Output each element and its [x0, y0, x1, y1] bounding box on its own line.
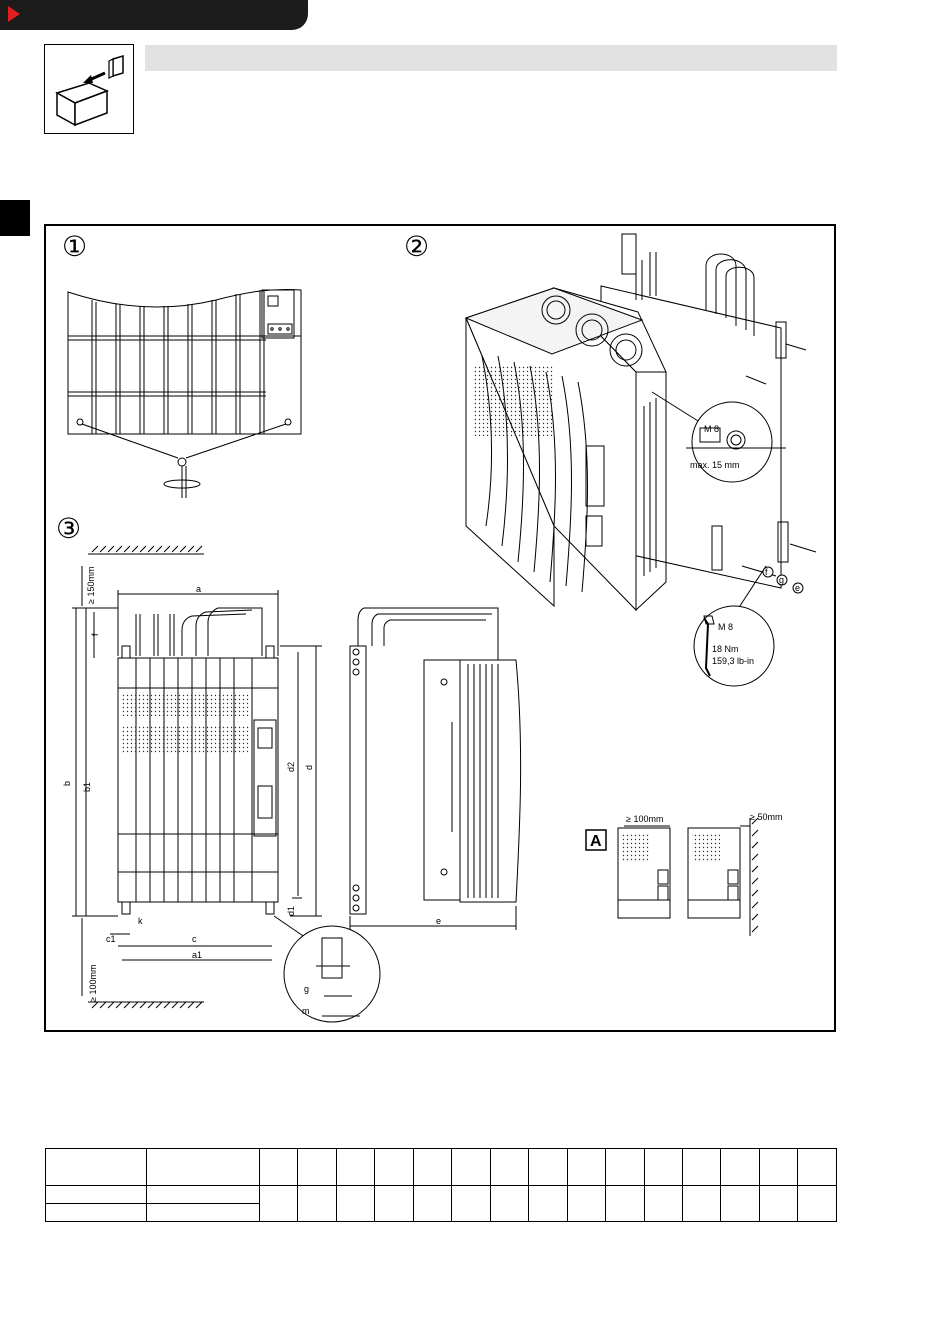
dim-k-label: k [138, 916, 143, 926]
dim-c-label: c [192, 934, 197, 944]
chapter-tab [0, 200, 30, 236]
dim-f-label: f [90, 633, 100, 636]
table-cell [46, 1149, 147, 1186]
m8-label-top: M 8 [704, 424, 720, 434]
table-cell [147, 1149, 260, 1186]
table-cell [644, 1149, 682, 1186]
table-cell [606, 1149, 644, 1186]
table-cell [452, 1186, 490, 1222]
torque-nm-label: 18 Nm [712, 644, 739, 654]
table-cell [260, 1186, 298, 1222]
dimension-table [45, 1148, 837, 1222]
clear-top-label: ≥ 150mm [86, 566, 96, 604]
table-cell [759, 1149, 797, 1186]
mounting-box-icon [44, 44, 134, 134]
section-title-bar [145, 45, 837, 71]
table-cell [798, 1186, 837, 1222]
table-cell [375, 1149, 413, 1186]
table-cell [529, 1149, 567, 1186]
dim-b1-label: b1 [82, 781, 92, 792]
table-cell [147, 1204, 260, 1222]
table-cell [375, 1186, 413, 1222]
header-band [0, 0, 308, 30]
dim-a-label: a [196, 584, 202, 594]
m8-label-bottom: M 8 [718, 622, 734, 632]
table-cell [721, 1149, 759, 1186]
table-cell [336, 1149, 374, 1186]
detail-a-label: A [590, 833, 602, 850]
table-cell [721, 1186, 759, 1222]
drawing-2 [466, 234, 816, 686]
dim-e-label: e [436, 916, 442, 926]
drawing-3 [72, 546, 758, 1022]
callout-g: g [779, 575, 785, 585]
table-cell [567, 1186, 605, 1222]
table-cell [260, 1149, 298, 1186]
step-2-label: ② [404, 230, 430, 263]
torque-lbin-label: 159,3 lb-in [712, 656, 755, 666]
table-cell [490, 1186, 528, 1222]
table-cell [567, 1149, 605, 1186]
max-depth-label: max. 15 mm [690, 460, 740, 470]
table-cell [46, 1186, 147, 1204]
dim-m-label: m [302, 1006, 310, 1016]
table-cell [147, 1186, 260, 1204]
dim-d1-label: d1 [286, 905, 296, 916]
dim-a1-label: a1 [192, 950, 203, 960]
callout-e: e [795, 583, 801, 593]
dim-b-label: b [62, 780, 72, 786]
spacing-between-label: ≥ 100mm [626, 814, 664, 824]
table-cell [452, 1149, 490, 1186]
dim-d2-label: d2 [286, 761, 296, 772]
header-arrow-icon [8, 6, 20, 22]
dim-d-label: d [304, 764, 314, 770]
table-cell [336, 1186, 374, 1222]
step-3-label: ③ [56, 512, 82, 545]
mounting-figure [44, 224, 836, 1032]
table-cell [644, 1186, 682, 1222]
dim-g-label: g [304, 984, 310, 994]
table-cell [682, 1186, 720, 1222]
drawing-1 [68, 289, 301, 498]
table-cell [606, 1186, 644, 1222]
dim-c1-label: c1 [106, 934, 116, 944]
callout-f: f [765, 567, 768, 577]
table-cell [759, 1186, 797, 1222]
table-cell [413, 1186, 451, 1222]
spacing-wall-label: ≥ 50mm [750, 812, 783, 822]
table-cell [529, 1186, 567, 1222]
table-cell [490, 1149, 528, 1186]
clear-bottom-label: ≥ 100mm [88, 964, 98, 1002]
table-cell [298, 1149, 336, 1186]
step-1-label: ① [62, 230, 88, 263]
table-cell [413, 1149, 451, 1186]
table-cell [798, 1149, 837, 1186]
table-cell [46, 1204, 147, 1222]
table-cell [298, 1186, 336, 1222]
table-cell [682, 1149, 720, 1186]
